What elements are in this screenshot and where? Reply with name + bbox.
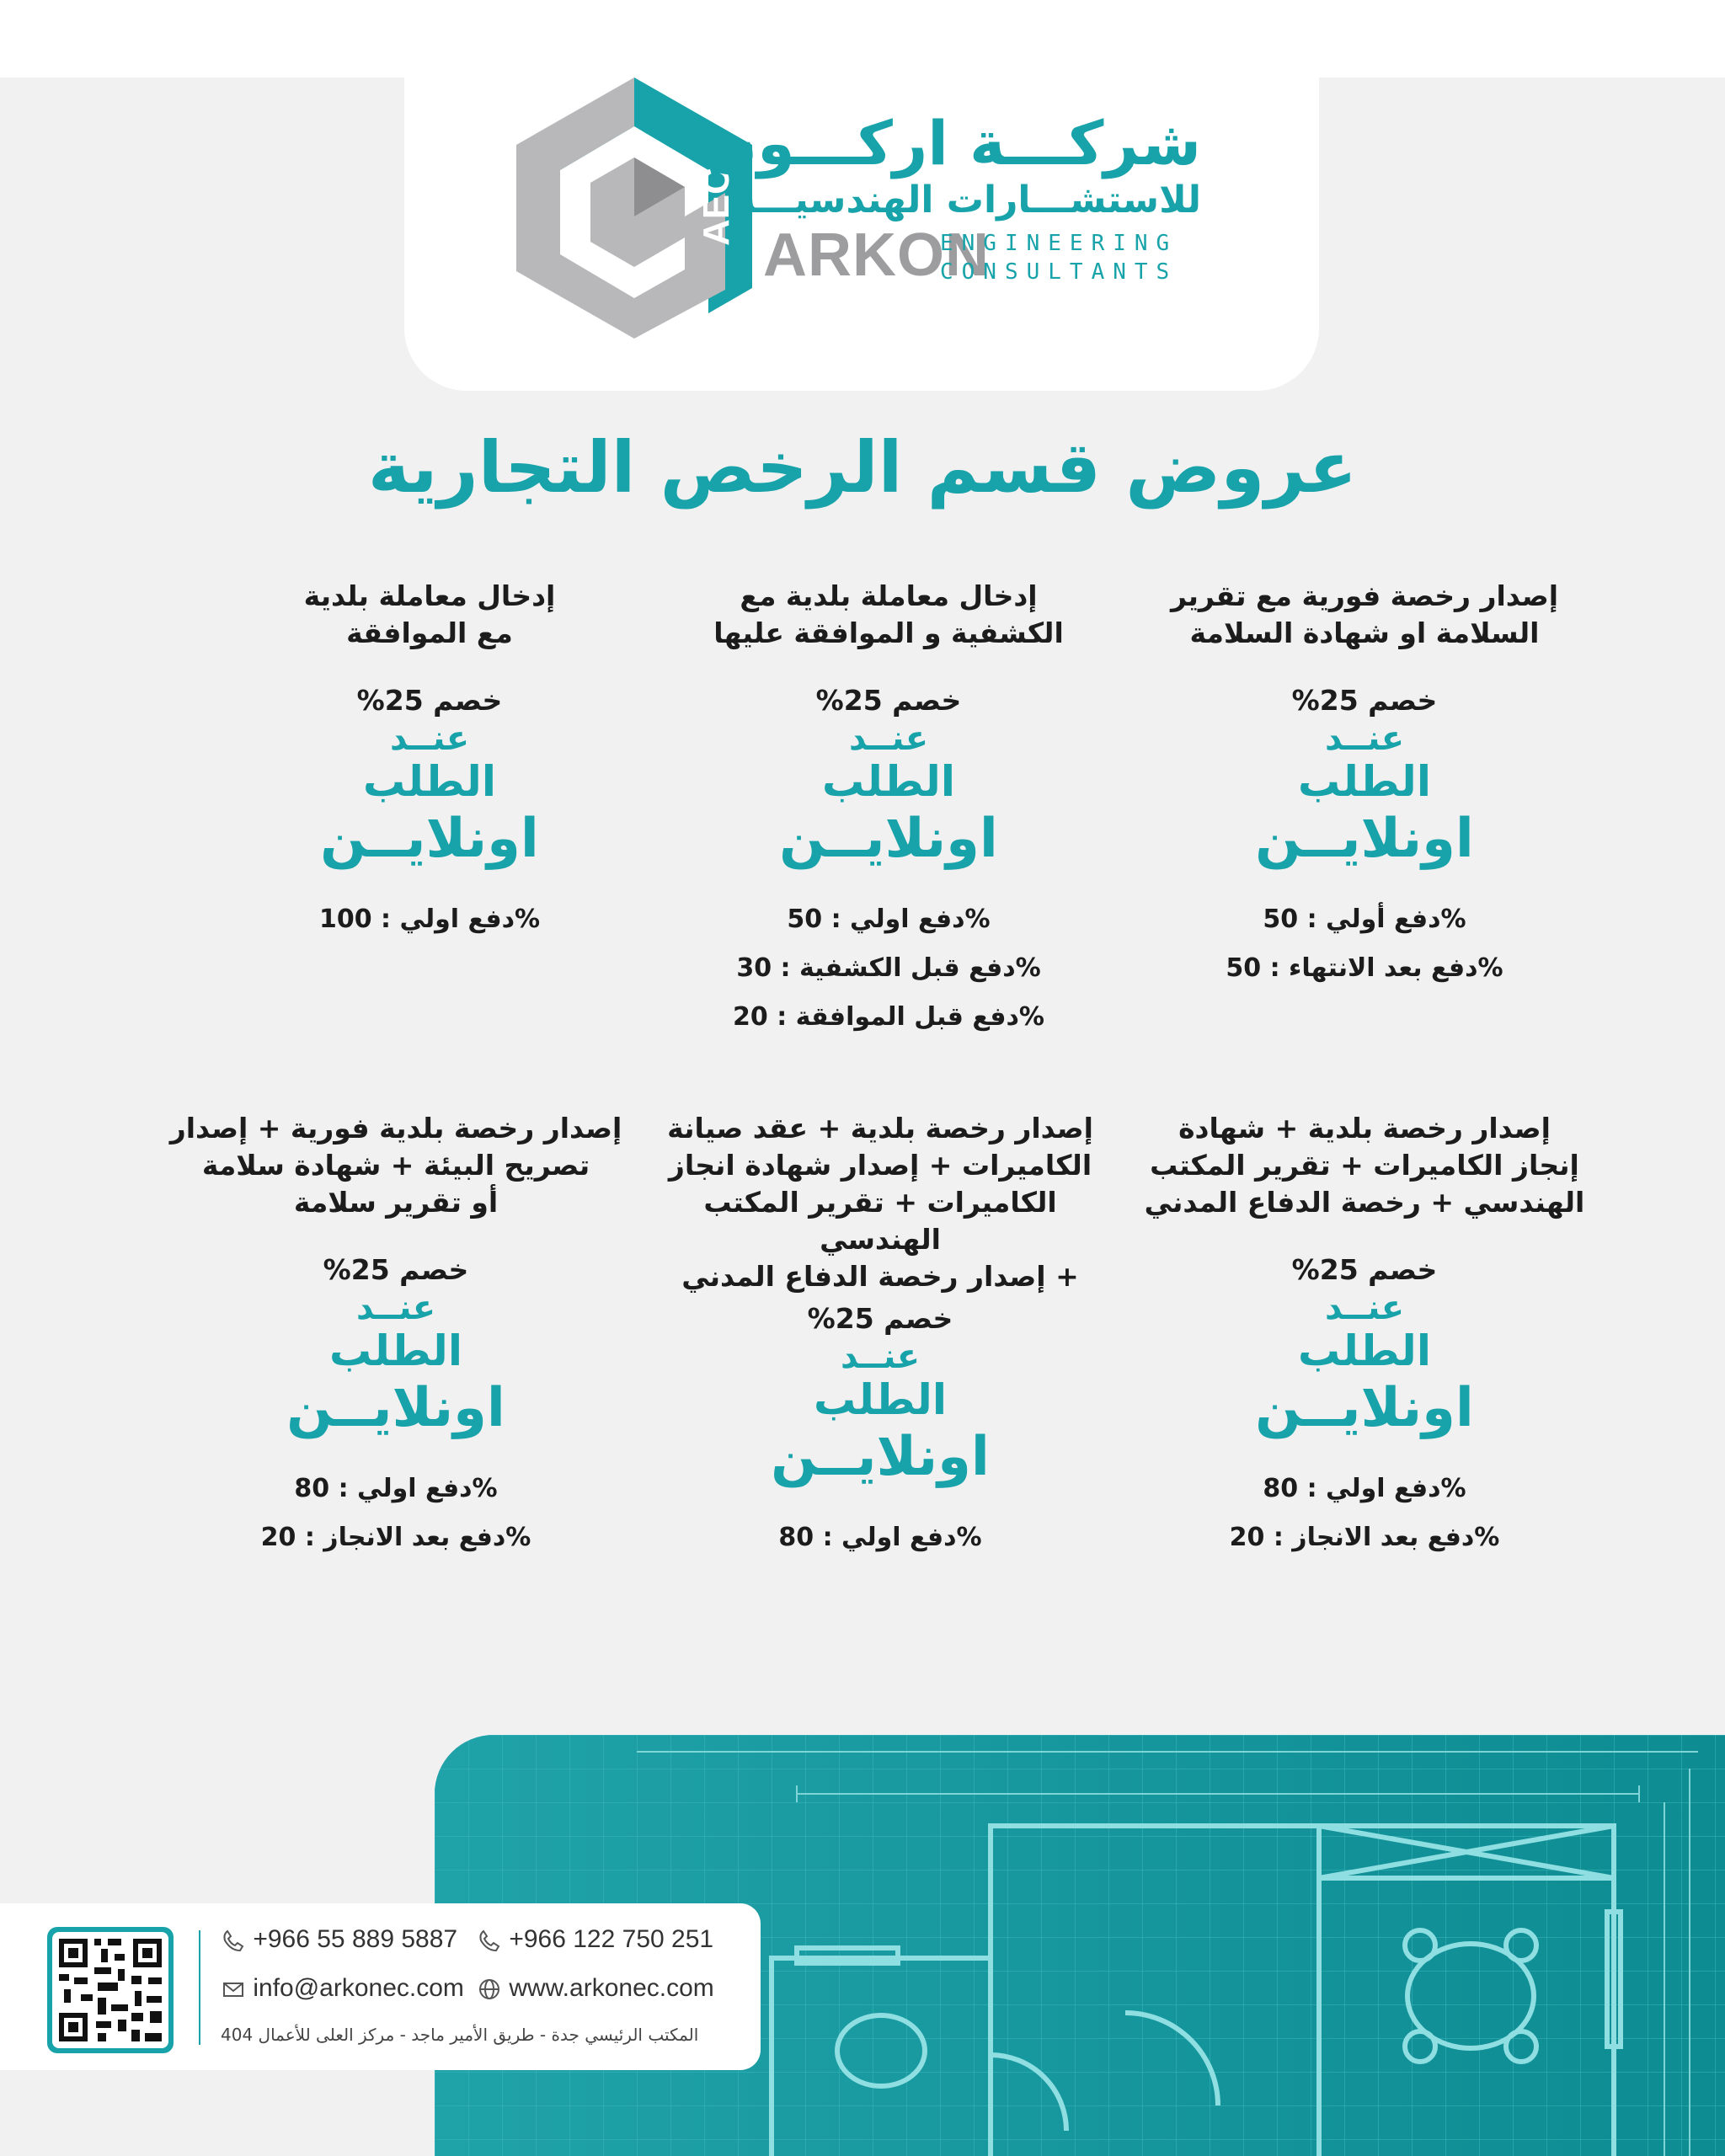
payment-line: %دفع بعد الانجاز : 20: [1229, 1523, 1500, 1552]
offer-description: [653, 578, 1124, 652]
payment-list: [653, 895, 1124, 1042]
payment-line: %دفع بعد الانتهاء : 50: [1226, 953, 1503, 983]
offer-description: [194, 578, 665, 652]
phone-line-2[interactable]: [477, 1925, 713, 1954]
payment-list: [1129, 895, 1600, 993]
cta-online: اونلايــن: [771, 1426, 990, 1488]
payment-line: %دفع بعد الانجاز : 20: [260, 1523, 531, 1552]
payment-list: [1129, 1465, 1600, 1562]
offer-description: [1129, 578, 1600, 652]
globe-icon: [477, 1977, 502, 2002]
desc-line: إصدار رخصة بلدية + عقد صيانة: [667, 1112, 1093, 1145]
cta-online: اونلايــن: [779, 808, 998, 870]
logo-card: [404, 77, 1319, 391]
cta-order: الطلب: [363, 757, 496, 806]
payment-line: %دفع اولي : 50: [787, 905, 991, 934]
phone-icon: [477, 1928, 502, 1953]
payment-line: %دفع قبل الموافقة : 20: [733, 1002, 1044, 1032]
desc-line: + إصدار رخصة الدفاع المدني: [681, 1260, 1079, 1293]
offer-card-1: [1129, 578, 1600, 993]
desc-line: إدخال معاملة بلدية مع: [740, 579, 1038, 612]
logo-aec-text: AEC: [696, 168, 737, 246]
desc-line: الكشفية و الموافقة عليها: [713, 616, 1064, 649]
payment-list: [644, 1513, 1116, 1562]
phone-number-2: +966 122 750 251: [509, 1925, 714, 1953]
discount-label: خصم 25%: [323, 1253, 469, 1286]
contact-separator: [199, 1930, 200, 2045]
desc-line: إصدار رخصة فورية مع تقرير: [1170, 579, 1559, 612]
cta-order: الطلب: [822, 757, 955, 806]
desc-line: إصدار رخصة بلدية + شهادة: [1178, 1112, 1551, 1145]
cta-when: عنــد: [355, 1289, 436, 1327]
payment-list: [160, 1465, 632, 1562]
offer-card-4: [1129, 1110, 1600, 1562]
discount-label: خصم 25%: [1291, 684, 1438, 717]
discount-label: خصم 25%: [815, 684, 962, 717]
desc-line: الهندسي + رخصة الدفاع المدني: [1144, 1186, 1585, 1219]
offer-card-3: [194, 578, 665, 944]
cta-online: اونلايــن: [1255, 1377, 1474, 1439]
discount-label: خصم 25%: [356, 684, 503, 717]
logo-english-sub-line1: ENGINEERING: [940, 231, 1178, 256]
logo-arabic-name: شركـــة اركـــون: [705, 108, 1201, 179]
phone-number-1: +966 55 889 5887: [253, 1925, 458, 1953]
top-band: [0, 0, 1725, 77]
cta-order: الطلب: [329, 1326, 462, 1375]
payment-line: %دفع اولي : 80: [1263, 1474, 1466, 1503]
email-icon: [221, 1977, 246, 2002]
payment-line: %دفع أولي : 50: [1263, 905, 1466, 934]
email-address: info@arkonec.com: [253, 1974, 464, 2002]
email-line[interactable]: [221, 1974, 464, 2003]
qr-code[interactable]: [47, 1927, 174, 2053]
office-address: المكتب الرئيسي جدة - طريق الأمير ماجد - مركز العلى للأعمال 404: [221, 2025, 699, 2045]
cta-online: اونلايــن: [1255, 808, 1474, 870]
cta-order: الطلب: [814, 1375, 947, 1424]
offer-card-5: [644, 1110, 1116, 1562]
phone-line-1[interactable]: [221, 1925, 457, 1954]
offer-card-6: [160, 1110, 632, 1562]
logo-english-name: ARKON: [763, 221, 990, 289]
logo-english-sub-line2: CONSULTANTS: [940, 259, 1178, 285]
logo-arabic-subtitle: للاستشـــارات الهندسيـــة: [734, 179, 1201, 221]
contact-card: [0, 1903, 761, 2070]
offer-description: [644, 1110, 1116, 1295]
offer-card-2: [653, 578, 1124, 1042]
discount-label: خصم 25%: [1291, 1253, 1438, 1286]
cta-online: اونلايــن: [320, 808, 539, 870]
payment-line: %دفع قبل الكشفية : 30: [736, 953, 1041, 983]
desc-line: الكاميرات + إصدار شهادة انجاز: [668, 1149, 1092, 1182]
offer-description: [1129, 1110, 1600, 1221]
payment-line: %دفع اولي : 100: [318, 905, 541, 934]
offer-description: [160, 1110, 632, 1221]
payment-line: %دفع اولي : 80: [294, 1474, 498, 1503]
cta-when: عنــد: [848, 719, 929, 758]
desc-line: السلامة او شهادة السلامة: [1189, 616, 1540, 649]
desc-line: أو تقرير سلامة: [293, 1186, 499, 1219]
desc-line: تصريح البيئة + شهادة سلامة: [201, 1149, 590, 1182]
discount-label: خصم 25%: [807, 1302, 953, 1335]
desc-line: إصدار رخصة بلدية فورية + إصدار: [169, 1112, 622, 1145]
website-url: www.arkonec.com: [509, 1974, 714, 2002]
desc-line: إنجاز الكاميرات + تقرير المكتب: [1150, 1149, 1579, 1182]
desc-line: الكاميرات + تقرير المكتب الهندسي: [703, 1186, 1057, 1256]
cta-when: عنــد: [389, 719, 470, 758]
desc-line: مع الموافقة: [346, 616, 513, 649]
website-line[interactable]: [477, 1974, 714, 2003]
cta-order: الطلب: [1298, 1326, 1431, 1375]
logo-english-subtitle: [940, 229, 1178, 286]
payment-line: %دفع اولي : 80: [778, 1523, 982, 1552]
cta-online: اونلايــن: [286, 1377, 505, 1439]
page-title: عروض قسم الرخص التجارية: [367, 426, 1358, 509]
cta-when: عنــد: [1324, 1289, 1405, 1327]
desc-line: إدخال معاملة بلدية: [303, 579, 556, 612]
payment-list: [194, 895, 665, 944]
cta-order: الطلب: [1298, 757, 1431, 806]
phone-icon: [221, 1928, 246, 1953]
cta-when: عنــد: [1324, 719, 1405, 758]
cta-when: عنــد: [840, 1337, 921, 1376]
